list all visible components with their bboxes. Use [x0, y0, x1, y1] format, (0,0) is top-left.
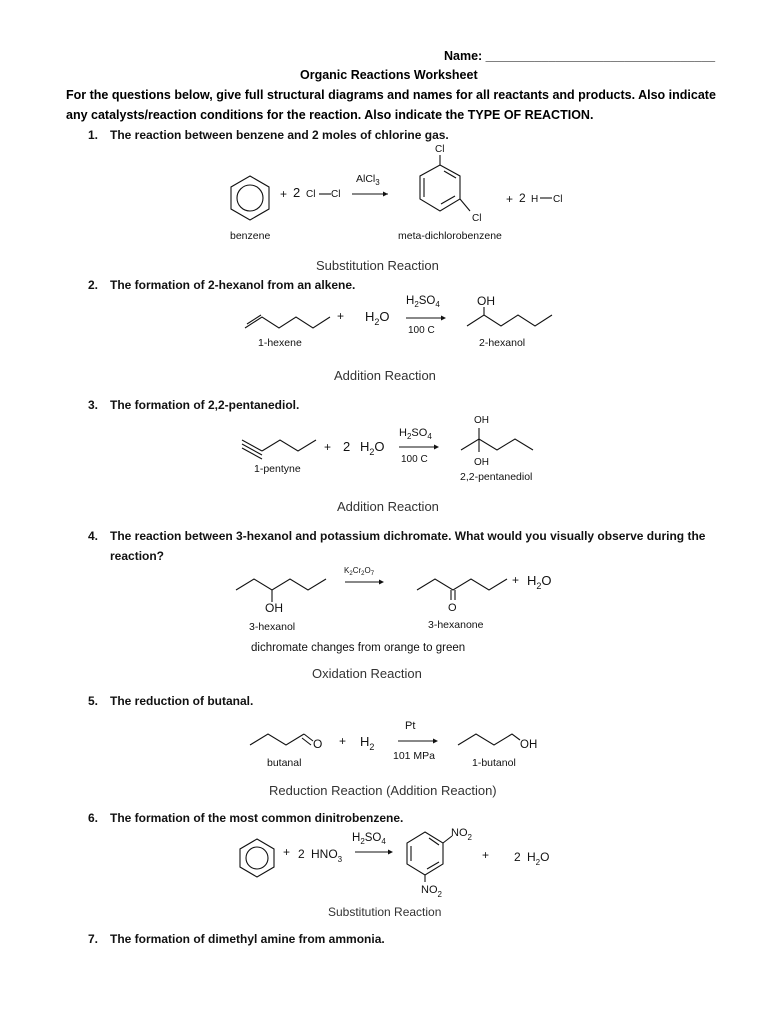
r1-cl2-left: Cl	[306, 189, 316, 200]
r1-coefficient: 2	[293, 185, 301, 200]
r3-plus: +	[324, 440, 332, 454]
r5-reaction-type: Reduction Reaction (Addition Reaction)	[269, 783, 497, 798]
r2-product-name: 2-hexanol	[479, 337, 526, 349]
r1-catalyst: AlCl$_3$	[356, 173, 380, 187]
question-number: 3.	[88, 398, 99, 412]
question-number: 1.	[88, 128, 99, 142]
arrow-head	[388, 850, 393, 855]
r3-acid: $H_2SO_4$	[399, 427, 432, 441]
r2-oh: OH	[477, 294, 495, 308]
r1-cl2-right: Cl	[331, 189, 341, 200]
r4-reaction-type: Oxidation Reaction	[312, 666, 422, 681]
3-hexanol-structure	[236, 579, 326, 602]
r1-cl-bottom: Cl	[472, 213, 482, 224]
r6-reaction-type: Substitution Reaction	[328, 905, 442, 919]
r5-h2: $H_2$	[360, 734, 375, 752]
r4-product-name: 3-hexanone	[428, 619, 484, 631]
question-text: The formation of 2,2-pentanediol.	[110, 398, 300, 412]
r5-product-name: 1-butanol	[472, 757, 516, 769]
2-2-pentanediol-structure	[461, 428, 533, 452]
question-4-continued: reaction?	[110, 549, 165, 563]
r1-plus-2: +	[506, 192, 514, 206]
r4-observation: dichromate changes from orange to green	[251, 642, 466, 654]
question-text: The reaction between benzene and 2 moles of chlorine gas.	[110, 128, 449, 142]
meta-dichlorobenzene-structure	[420, 155, 470, 211]
r3-temperature: 100 C	[401, 454, 428, 465]
question-number: 6.	[88, 811, 99, 825]
arrow-head	[441, 316, 446, 321]
r1-reactant-name: benzene	[230, 230, 271, 242]
question-text: The formation of the most common dinitrobenzene.	[110, 811, 404, 825]
question-text: The reaction between 3-hexanol and potassium dichromate. What would you visually observe during the	[110, 529, 706, 543]
r3-product-name: 2,2-pentanediol	[460, 471, 533, 483]
r1-plus-1: +	[280, 187, 288, 201]
r2-reaction-type: Addition Reaction	[334, 368, 436, 383]
question-number: 7.	[88, 932, 99, 946]
r3-water: $H_2O$	[360, 439, 385, 457]
r6-no2-top: $NO_2$	[451, 827, 472, 842]
r3-coefficient: 2	[343, 439, 351, 454]
2-hexanol-structure	[467, 307, 552, 326]
r6-no2-bottom: $NO_2$	[421, 884, 442, 899]
r3-reactant-name: 1-pentyne	[254, 463, 301, 475]
1-pentyne-structure	[242, 440, 316, 459]
r2-plus: +	[337, 309, 345, 323]
r1-coefficient-2: 2	[519, 191, 526, 205]
r4-reactant-name: 3-hexanol	[249, 621, 296, 633]
r3-oh-bottom: OH	[474, 457, 489, 468]
r1-hcl-cl: Cl	[553, 194, 563, 205]
name-field-label: Name: _________________________________	[444, 49, 716, 63]
r5-oh: OH	[520, 739, 538, 751]
question-text: The formation of dimethyl amine from ammonia.	[110, 932, 385, 946]
r4-o: O	[448, 602, 457, 614]
r2-water: $H_2O$	[365, 309, 390, 327]
r1-product-name: meta-dichlorobenzene	[398, 230, 502, 242]
r2-temperature: 100 C	[408, 325, 435, 336]
r6-plus-2: +	[482, 848, 490, 862]
question-number: 4.	[88, 529, 99, 543]
r6-acid: $H_2SO_4$	[352, 832, 386, 846]
meta-dinitrobenzene-structure	[407, 832, 452, 882]
r6-hno3: $HNO_3$	[311, 847, 343, 864]
r4-oxidant: $K_2Cr_2O_7$	[344, 566, 375, 577]
r5-reactant-name: butanal	[267, 757, 302, 769]
r6-coefficient: 2	[298, 847, 305, 861]
1-hexene-structure	[245, 315, 330, 328]
question-number: 5.	[88, 694, 99, 708]
r4-plus: +	[512, 573, 520, 587]
page-title: Organic Reactions Worksheet	[300, 68, 478, 82]
instructions-line-2: any catalysts/reaction conditions for the reaction. Also indicate the TYPE OF REACTION.	[66, 108, 594, 122]
arrow-head	[433, 739, 438, 744]
r5-catalyst: Pt	[405, 720, 416, 732]
r5-o: O	[313, 737, 323, 751]
r2-reactant-name: 1-hexene	[258, 337, 302, 349]
question-text: The formation of 2-hexanol from an alkene.	[110, 278, 356, 292]
3-hexanone-structure	[417, 579, 507, 600]
benzene-structure	[231, 176, 269, 220]
r6-water: $H_2O$	[527, 850, 550, 867]
r5-plus: +	[339, 734, 347, 748]
instructions-line-1: For the questions below, give full structural diagrams and names for all reactants and products. Also indicate	[66, 88, 716, 102]
1-butanol-structure	[458, 734, 520, 745]
question-number: 2.	[88, 278, 99, 292]
r3-oh-top: OH	[474, 415, 489, 426]
r4-oh: OH	[265, 601, 283, 615]
arrow-head	[383, 192, 388, 197]
question-text: The reduction of butanal.	[110, 694, 254, 708]
arrow-head	[379, 580, 384, 585]
r4-water: $H_2O$	[527, 573, 552, 591]
arrow-head	[434, 445, 439, 450]
r1-reaction-type: Substitution Reaction	[316, 258, 439, 273]
r6-plus-1: +	[283, 845, 291, 859]
r1-cl-top: Cl	[435, 144, 445, 155]
r5-pressure: 101 MPa	[393, 750, 436, 762]
benzene-structure-2	[240, 839, 274, 877]
r3-reaction-type: Addition Reaction	[337, 499, 439, 514]
r1-hcl-h: H	[531, 194, 539, 205]
r2-acid: $H_2SO_4$	[406, 295, 440, 309]
r6-coefficient-2: 2	[514, 850, 521, 864]
butanal-structure	[250, 734, 313, 745]
